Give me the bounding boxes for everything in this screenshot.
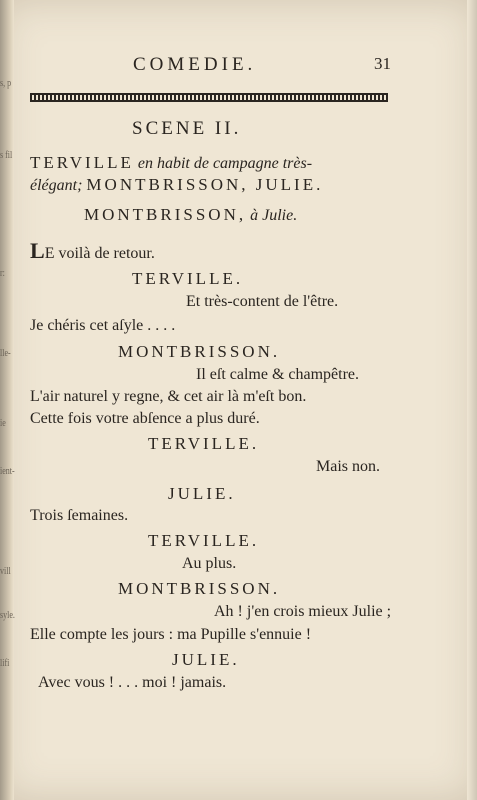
margin-fragment: syle. [0,610,15,621]
dialogue-line: Mais non. [316,458,380,475]
speaker-heading: MONTBRISSON. [118,342,281,361]
direction-text: à Julie. [246,207,298,224]
margin-fragment: s fil [0,150,13,161]
character-name: MONTBRISSON, JULIE. [86,175,324,194]
direction-text: élégant; [30,177,87,194]
scene-heading: SCENE II. [132,118,242,139]
running-title: COMEDIE. [133,54,257,75]
margin-fragment: ie [0,418,6,429]
running-header [0,54,477,84]
stage-direction [30,153,312,173]
speaker-heading: JULIE. [168,484,236,503]
direction-text: en habit de campagne très- [133,155,313,172]
margin-fragment: s, p [0,78,12,89]
speaker-heading [84,205,297,225]
dialogue-text: E voilà de retour. [44,245,155,262]
dialogue-line: Cette fois votre abſence a plus duré. [30,410,260,427]
dialogue-line [30,238,155,264]
speaker-heading: TERVILLE. [148,434,260,453]
page-edge [467,0,477,800]
dialogue-line: Il eſt calme & champêtre. [196,366,360,383]
margin-fragment: r: [0,268,5,279]
dialogue-line: Avec vous ! . . . moi ! jamais. [38,674,227,691]
dialogue-line: Ah ! j'en crois mieux Julie ; [214,603,392,620]
page-number: 31 [374,54,391,73]
dialogue-line: L'air naturel y regne, & cet air là m'eſt bon. [30,388,307,405]
speaker-heading: TERVILLE. [148,531,260,550]
dialogue-line: Et très-content de l'être. [186,293,339,310]
dialogue-line: Elle compte les jours : ma Pupille s'ennuie ! [30,626,312,643]
dialogue-line: Trois ſemaines. [30,507,129,524]
speaker-heading: JULIE. [172,650,240,669]
margin-fragment: lifi [0,658,10,669]
margin-fragment: vill [0,566,11,577]
speaker-heading: TERVILLE. [132,269,244,288]
header-rule [30,93,388,102]
speaker-heading: MONTBRISSON. [118,579,281,598]
dialogue-line: Au plus. [182,555,237,572]
margin-fragment: lle- [0,348,11,359]
dialogue-line: Je chéris cet aſyle . . . . [30,317,176,334]
character-name: MONTBRISSON, [84,205,247,224]
drop-cap: L [30,238,45,263]
page-gutter [0,0,14,800]
character-name: TERVILLE [30,153,134,172]
margin-fragment: ient- [0,466,15,477]
stage-direction [30,175,323,195]
